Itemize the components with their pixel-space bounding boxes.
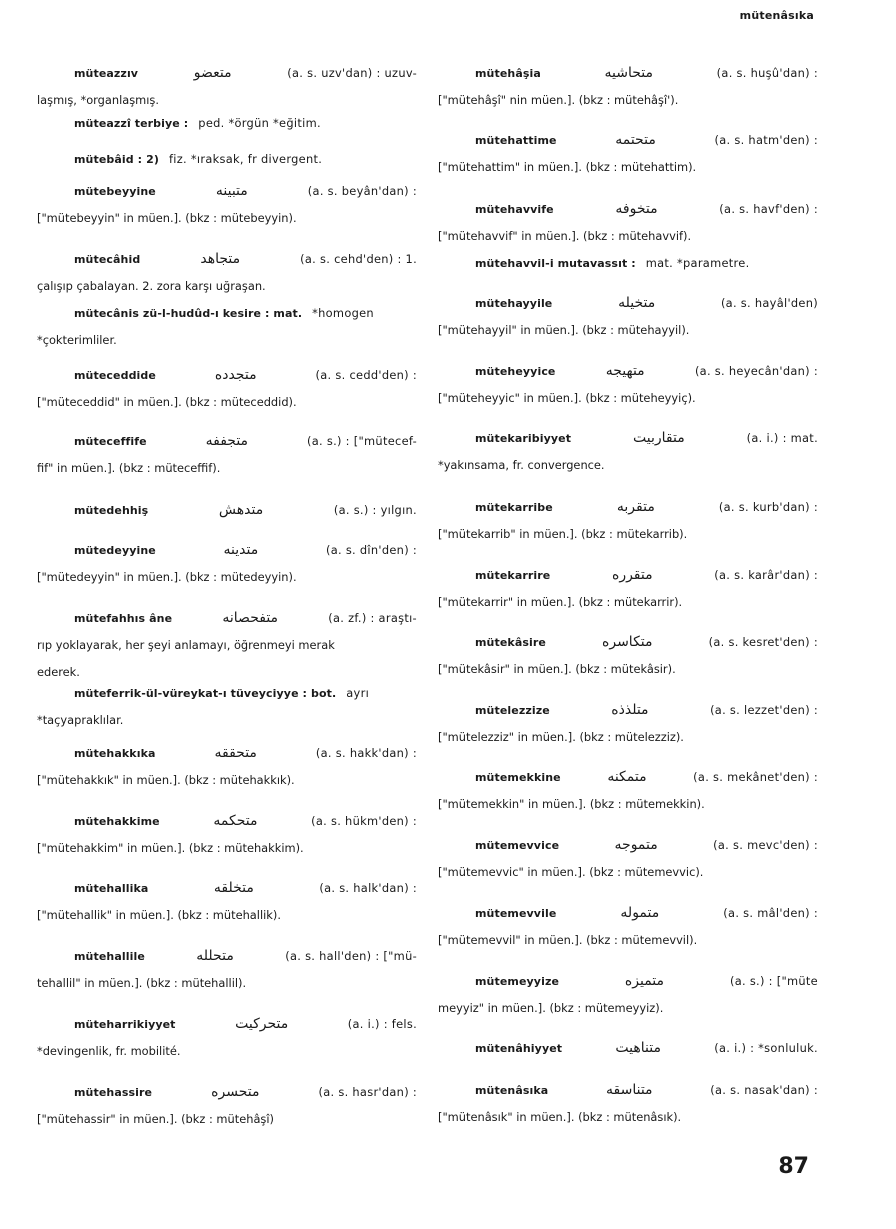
entry-definition: (a. s. halk'dan) : bbox=[319, 881, 417, 895]
entry-arabic-script: متحاشيه bbox=[604, 65, 654, 81]
entry-definition: ped. *örgün *eğitim. bbox=[198, 116, 321, 130]
entry-arabic-script: متحكمه bbox=[213, 813, 258, 829]
entry-continuation: rıp yoklayarak, her şeyi anlamayı, öğrenmeyi merak bbox=[37, 638, 335, 652]
entry-continuation: ["mütebeyyin" in müen.]. (bkz : mütebeyyin). bbox=[37, 211, 297, 225]
entry-headword: mütefahhıs âne bbox=[74, 612, 173, 625]
entry-arabic-script: متحتمه bbox=[615, 132, 656, 148]
entry-headword: mütekaribiyyet bbox=[475, 432, 572, 445]
entry-definition: (a. s.) : yılgın. bbox=[333, 503, 417, 517]
entry-headword: mütenâsıka bbox=[475, 1084, 549, 1097]
dictionary-entry bbox=[438, 494, 818, 548]
entry-arabic-script: متحلله bbox=[196, 948, 234, 964]
entry-arabic-script: متموجه bbox=[614, 837, 658, 853]
dictionary-entry bbox=[438, 127, 818, 181]
entry-arabic-script: متفحصانه bbox=[222, 610, 279, 626]
entry-arabic-script: متكاسره bbox=[602, 634, 653, 650]
entry-definition: (a. s. beyân'dan) : bbox=[307, 184, 417, 198]
entry-first-line bbox=[438, 900, 818, 927]
entry-headword: müteharrikiyyet bbox=[74, 1018, 176, 1031]
entry-headword: mütehallile bbox=[74, 950, 145, 963]
dictionary-entry bbox=[37, 428, 417, 482]
entry-continuation: ["mütekarrib" in müen.]. (bkz : mütekarrib). bbox=[438, 527, 688, 541]
entry-definition: ayrı bbox=[346, 686, 370, 700]
entry-definition: (a. s. heyecân'dan) : bbox=[694, 364, 818, 378]
entry-arabic-script: متناهيت bbox=[615, 1040, 661, 1056]
dictionary-entry bbox=[438, 1035, 818, 1062]
entry-first-line bbox=[438, 425, 818, 452]
dictionary-entry bbox=[438, 425, 818, 479]
entry-continuation: tehallil" in müen.]. (bkz : mütehallil). bbox=[37, 976, 247, 990]
entry-headword: müteheyyice bbox=[475, 365, 556, 378]
entry-continuation: ["mütenâsık" in müen.]. (bkz : mütenâsık). bbox=[438, 1110, 682, 1124]
entry-continuation: *devingenlik, fr. mobilité. bbox=[37, 1044, 181, 1058]
entry-arabic-script: متعضو bbox=[193, 65, 232, 81]
dictionary-entry bbox=[37, 943, 417, 997]
entry-first-line bbox=[37, 1011, 417, 1038]
entry-arabic-script: متموله bbox=[620, 905, 660, 921]
entry-continuation: fif" in müen.]. (bkz : müteceffif). bbox=[37, 461, 221, 475]
entry-definition: fiz. *ıraksak, fr divergent. bbox=[169, 152, 323, 166]
entry-first-line bbox=[438, 968, 818, 995]
entry-definition: *homogen bbox=[312, 306, 374, 320]
entry-first-line bbox=[438, 127, 818, 154]
entry-continuation: ["mütehallik" in müen.]. (bkz : mütehallik). bbox=[37, 908, 281, 922]
entry-continuation: ["müteceddid" in müen.]. (bkz : müteceddid). bbox=[37, 395, 297, 409]
entry-first-line bbox=[37, 808, 417, 835]
entry-first-line bbox=[438, 832, 818, 859]
dictionary-entry bbox=[438, 60, 818, 114]
entry-headword: mütehavvil-i mutavassıt : bbox=[475, 257, 636, 270]
entry-first-line bbox=[438, 290, 818, 317]
dictionary-entry bbox=[37, 300, 417, 354]
entry-headword: mütecânis zü-l-hudûd-ı kesire : mat. bbox=[74, 307, 303, 320]
entry-definition: (a. s. kesret'den) : bbox=[708, 635, 818, 649]
entry-definition: (a. s. nasak'dan) : bbox=[710, 1083, 818, 1097]
dictionary-entry bbox=[438, 562, 818, 616]
entry-arabic-script: متخوفه bbox=[615, 201, 658, 217]
entry-headword: müteazzî terbiye : bbox=[74, 117, 189, 130]
entry-headword: mütekâsire bbox=[475, 636, 546, 649]
entry-headword: mütemevvile bbox=[475, 907, 557, 920]
entry-headword: mütehakkime bbox=[74, 815, 160, 828]
dictionary-entry bbox=[37, 537, 417, 591]
entry-first-line bbox=[438, 494, 818, 521]
entry-definition: (a. s. cehd'den) : 1. bbox=[300, 252, 417, 266]
entry-headword: mütenâhiyyet bbox=[475, 1042, 563, 1055]
entry-first-line bbox=[37, 300, 417, 327]
entry-definition: (a. s. cedd'den) : bbox=[315, 368, 417, 382]
entry-headword: mütehâşia bbox=[475, 67, 541, 80]
entry-headword: mütehavvife bbox=[475, 203, 554, 216]
page-number: 87 bbox=[778, 1154, 809, 1179]
entry-definition: (a. zf.) : araştı- bbox=[328, 611, 417, 625]
entry-continuation: ["mütekâsir" in müen.]. (bkz : mütekâsir). bbox=[438, 662, 676, 676]
entry-first-line bbox=[438, 60, 818, 87]
dictionary-entry bbox=[37, 605, 417, 686]
entry-continuation: laşmış, *organlaşmış. bbox=[37, 93, 159, 107]
entry-first-line bbox=[37, 497, 417, 524]
entry-definition: (a. s. hatm'den) : bbox=[714, 133, 818, 147]
entry-definition: (a. s. mâl'den) : bbox=[723, 906, 818, 920]
dictionary-entry bbox=[37, 740, 417, 794]
entry-definition: (a. s. karâr'dan) : bbox=[714, 568, 818, 582]
entry-continuation: ederek. bbox=[37, 665, 80, 679]
entry-definition: (a. s. huşû'dan) : bbox=[716, 66, 818, 80]
entry-continuation: ["mütehakkim" in müen.]. (bkz : mütehakkim). bbox=[37, 841, 304, 855]
entry-definition: (a. s. mevc'den) : bbox=[713, 838, 818, 852]
entry-definition: (a. s. hükm'den) : bbox=[311, 814, 417, 828]
entry-first-line bbox=[438, 1077, 818, 1104]
entry-definition: (a. s. uzv'dan) : uzuv- bbox=[287, 66, 417, 80]
entry-continuation: *taçyapraklılar. bbox=[37, 713, 124, 727]
entry-arabic-script: متدهش bbox=[218, 502, 264, 518]
entry-headword: mütedehhiş bbox=[74, 504, 149, 517]
entry-first-line bbox=[438, 196, 818, 223]
entry-definition: (a. i.) : mat. bbox=[746, 431, 818, 445]
entry-continuation: ["mütemevvil" in müen.]. (bkz : mütemevvil). bbox=[438, 933, 698, 947]
entry-definition: mat. *parametre. bbox=[645, 256, 750, 270]
entry-continuation: *yakınsama, fr. convergence. bbox=[438, 458, 605, 472]
entry-headword: mütemekkine bbox=[475, 771, 561, 784]
dictionary-entry bbox=[37, 362, 417, 416]
entry-arabic-script: متقرره bbox=[611, 567, 653, 583]
entry-arabic-script: متجدده bbox=[214, 367, 257, 383]
dictionary-entry bbox=[37, 146, 417, 173]
entry-continuation: ["mütehâşî" nin müen.]. (bkz : mütehâşî'). bbox=[438, 93, 679, 107]
entry-definition: (a. s. mekânet'den) : bbox=[693, 770, 818, 784]
entry-continuation: ["mütemevvic" in müen.]. (bkz : mütemevvic). bbox=[438, 865, 704, 879]
entry-continuation: *çokterimliler. bbox=[37, 333, 117, 347]
entry-continuation: ["mütedeyyin" in müen.]. (bkz : mütedeyyin). bbox=[37, 570, 297, 584]
entry-arabic-script: متمكنه bbox=[607, 769, 647, 785]
entry-arabic-script: متقاربيت bbox=[633, 430, 685, 446]
entry-first-line bbox=[37, 178, 417, 205]
dictionary-entry bbox=[438, 196, 818, 250]
entry-arabic-script: متميزه bbox=[624, 973, 665, 989]
entry-arabic-script: متدينه bbox=[223, 542, 259, 558]
dictionary-entry bbox=[37, 178, 417, 232]
entry-first-line bbox=[37, 60, 417, 87]
entry-definition: (a. s.) : ["müte bbox=[729, 974, 818, 988]
entry-continuation: ["mütehakkık" in müen.]. (bkz : mütehakkık). bbox=[37, 773, 295, 787]
entry-arabic-script: متجففه bbox=[205, 433, 249, 449]
entry-definition: (a. s. hakk'dan) : bbox=[315, 746, 417, 760]
entry-headword: mütekarrire bbox=[475, 569, 551, 582]
entry-continuation: ["mütekarrir" in müen.]. (bkz : mütekarrir). bbox=[438, 595, 683, 609]
entry-first-line bbox=[37, 428, 417, 455]
entry-headword: mütelezzize bbox=[475, 704, 550, 717]
entry-continuation: çalışıp çabalayan. 2. zora karşı uğraşan. bbox=[37, 279, 266, 293]
entry-continuation: ["müteheyyic" in müen.]. (bkz : müteheyyiç). bbox=[438, 391, 696, 405]
dictionary-entry bbox=[37, 246, 417, 300]
entry-headword: mütehattime bbox=[475, 134, 557, 147]
entry-first-line bbox=[438, 629, 818, 656]
dictionary-entry bbox=[438, 968, 818, 1022]
dictionary-entry bbox=[438, 250, 818, 277]
entry-first-line bbox=[438, 250, 818, 277]
entry-headword: mütedeyyine bbox=[74, 544, 156, 557]
entry-continuation: ["mütehavvif" in müen.]. (bkz : mütehavvif). bbox=[438, 229, 692, 243]
entry-headword: mütebâid : 2) bbox=[74, 153, 159, 166]
dictionary-entry bbox=[37, 1079, 417, 1133]
running-head: mütenâsıka bbox=[739, 9, 814, 22]
entry-definition: (a. s. hayâl'den) bbox=[720, 296, 818, 310]
entry-headword: mütekarribe bbox=[475, 501, 553, 514]
entry-arabic-script: متحركيت bbox=[235, 1016, 289, 1032]
entry-headword: mütecâhid bbox=[74, 253, 141, 266]
entry-arabic-script: متلذذه bbox=[611, 702, 649, 718]
dictionary-entry bbox=[438, 1077, 818, 1131]
entry-first-line bbox=[438, 358, 818, 385]
entry-first-line bbox=[37, 146, 417, 173]
entry-arabic-script: متهيجه bbox=[605, 363, 645, 379]
entry-headword: mütemeyyize bbox=[475, 975, 560, 988]
entry-continuation: ["mütehassir" in müen.]. (bkz : mütehâşî) bbox=[37, 1112, 274, 1126]
entry-definition: (a. s. hall'den) : ["mü- bbox=[285, 949, 417, 963]
entry-first-line bbox=[37, 943, 417, 970]
entry-first-line bbox=[438, 764, 818, 791]
entry-arabic-script: متحسره bbox=[211, 1084, 260, 1100]
entry-headword: mütemevvice bbox=[475, 839, 560, 852]
entry-headword: mütehassire bbox=[74, 1086, 153, 1099]
entry-first-line bbox=[37, 605, 417, 632]
dictionary-entry bbox=[438, 629, 818, 683]
entry-first-line bbox=[438, 697, 818, 724]
dictionary-entry bbox=[37, 1011, 417, 1065]
entry-continuation: meyyiz" in müen.]. (bkz : mütemeyyiz). bbox=[438, 1001, 664, 1015]
entry-continuation: ["mütemekkin" in müen.]. (bkz : mütemekkin). bbox=[438, 797, 705, 811]
dictionary-entry bbox=[37, 60, 417, 114]
dictionary-entry bbox=[37, 497, 417, 524]
entry-definition: (a. s. kurb'dan) : bbox=[718, 500, 818, 514]
dictionary-entry bbox=[438, 697, 818, 751]
entry-first-line bbox=[37, 110, 417, 137]
entry-continuation: ["mütelezziz" in müen.]. (bkz : mütelezziz). bbox=[438, 730, 684, 744]
entry-first-line bbox=[438, 1035, 818, 1062]
entry-arabic-script: متجاهد bbox=[200, 251, 241, 267]
entry-definition: (a. s. havf'den) : bbox=[719, 202, 818, 216]
dictionary-entry bbox=[37, 808, 417, 862]
entry-continuation: ["mütehayyil" in müen.]. (bkz : mütehayyil). bbox=[438, 323, 690, 337]
entry-arabic-script: متبينه bbox=[215, 183, 248, 199]
entry-definition: (a. s.) : ["mütecef- bbox=[307, 434, 417, 448]
entry-first-line bbox=[37, 246, 417, 273]
entry-continuation: ["mütehattim" in müen.]. (bkz : mütehattim). bbox=[438, 160, 697, 174]
entry-headword: müteazzıv bbox=[74, 67, 139, 80]
entry-arabic-script: متناسقه bbox=[606, 1082, 653, 1098]
dictionary-entry bbox=[438, 290, 818, 344]
entry-definition: (a. s. lezzet'den) : bbox=[710, 703, 818, 717]
entry-definition: (a. i.) : *sonluluk. bbox=[714, 1041, 818, 1055]
dictionary-entry bbox=[37, 680, 417, 734]
entry-definition: (a. s. hasr'dan) : bbox=[318, 1085, 417, 1099]
entry-headword: müteceddide bbox=[74, 369, 156, 382]
entry-definition: (a. i.) : fels. bbox=[347, 1017, 417, 1031]
entry-arabic-script: متحققه bbox=[214, 745, 257, 761]
dictionary-entry bbox=[37, 875, 417, 929]
entry-arabic-script: متقربه bbox=[616, 499, 655, 515]
entry-headword: mütehakkıka bbox=[74, 747, 156, 760]
dictionary-entry bbox=[438, 900, 818, 954]
entry-first-line bbox=[37, 537, 417, 564]
entry-headword: mütehallika bbox=[74, 882, 149, 895]
entry-first-line bbox=[37, 362, 417, 389]
entry-arabic-script: متخيله bbox=[618, 295, 656, 311]
dictionary-entry bbox=[438, 764, 818, 818]
entry-headword: mütehayyile bbox=[475, 297, 553, 310]
entry-first-line bbox=[37, 1079, 417, 1106]
dictionary-entry bbox=[37, 110, 417, 137]
entry-first-line bbox=[37, 875, 417, 902]
entry-first-line bbox=[438, 562, 818, 589]
dictionary-entry bbox=[438, 358, 818, 412]
entry-headword: müteceffife bbox=[74, 435, 147, 448]
entry-headword: mütebeyyine bbox=[74, 185, 156, 198]
entry-headword: müteferrik-ül-vüreykat-ı tüveyciyye : bot. bbox=[74, 687, 337, 700]
entry-first-line bbox=[37, 680, 417, 707]
dictionary-entry bbox=[438, 832, 818, 886]
entry-arabic-script: متخلقه bbox=[213, 880, 254, 896]
entry-first-line bbox=[37, 740, 417, 767]
entry-definition: (a. s. dîn'den) : bbox=[325, 543, 417, 557]
